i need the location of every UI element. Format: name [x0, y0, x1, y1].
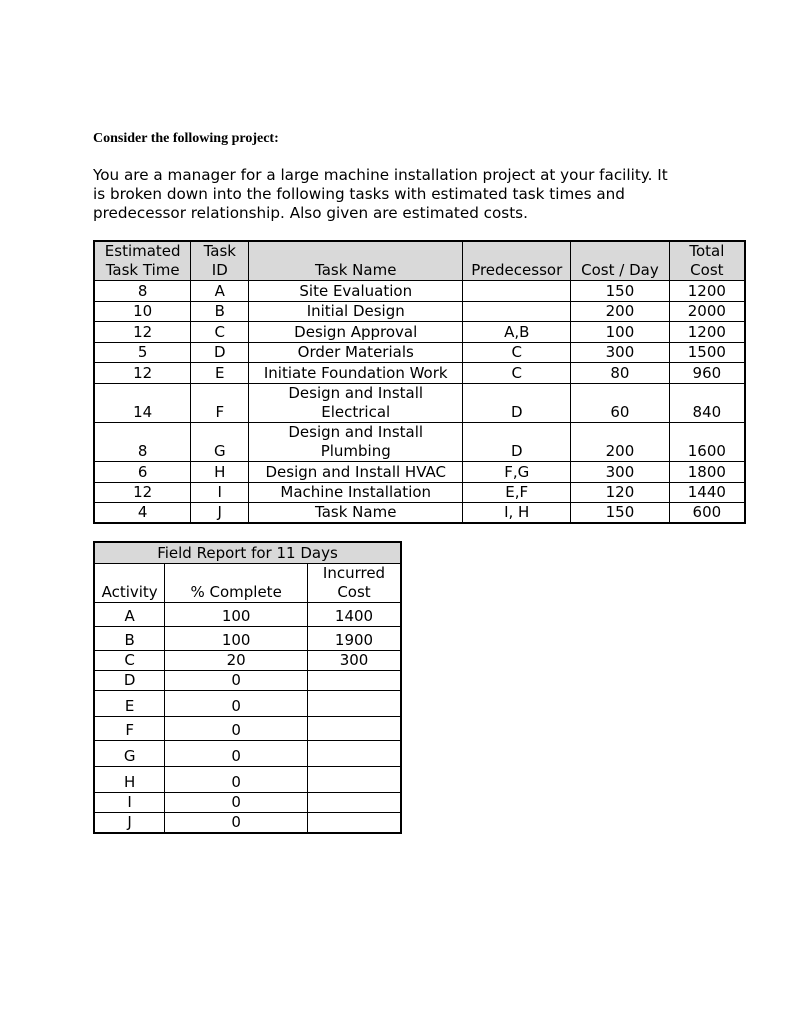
percent-complete-cell: 0	[165, 691, 308, 717]
predecessor-cell: D	[463, 422, 571, 461]
field-report-row	[94, 603, 401, 627]
total-cost-cell: 600	[669, 503, 745, 524]
task-id-cell: C	[191, 322, 249, 343]
cost-per-day-cell: 200	[571, 422, 670, 461]
task-row	[94, 503, 745, 524]
predecessor-cell: C	[463, 363, 571, 384]
task-row	[94, 342, 745, 363]
task-id-cell: A	[191, 281, 249, 302]
cost-per-day-cell: 100	[571, 322, 670, 343]
task-time-cell: 8	[94, 281, 191, 302]
percent-complete-cell: 0	[165, 767, 308, 793]
cost-per-day-cell: 120	[571, 482, 670, 503]
task-name-cell	[249, 461, 463, 482]
total-cost-cell: 1200	[669, 281, 745, 302]
task-name-cell	[249, 363, 463, 384]
activity-cell: D	[94, 671, 165, 691]
percent-complete-cell: 0	[165, 793, 308, 813]
task-id-cell: G	[191, 422, 249, 461]
predecessor-cell: C	[463, 342, 571, 363]
task-name-cell	[249, 342, 463, 363]
task-time-cell: 12	[94, 363, 191, 384]
task-name-line: Design Approval	[294, 322, 418, 341]
task-id-cell: E	[191, 363, 249, 384]
task-row	[94, 461, 745, 482]
task-name-line: Design and Install	[288, 422, 424, 441]
total-cost-cell: 1800	[669, 461, 745, 482]
task-name-line: Plumbing	[320, 441, 391, 460]
header-incurred-cost: Incurred Cost	[308, 564, 401, 603]
field-report-row	[94, 671, 401, 691]
cost-per-day-cell: 150	[571, 281, 670, 302]
task-time-cell: 5	[94, 342, 191, 363]
cost-per-day-cell: 300	[571, 461, 670, 482]
header-task-name: Task Name	[249, 241, 463, 281]
task-row	[94, 422, 745, 461]
activity-cell: J	[94, 813, 165, 834]
cost-per-day-cell: 80	[571, 363, 670, 384]
total-cost-cell: 1600	[669, 422, 745, 461]
task-name-cell	[249, 422, 463, 461]
field-report-row	[94, 651, 401, 671]
field-report-table	[93, 541, 402, 834]
task-table	[93, 240, 746, 524]
task-row	[94, 383, 745, 422]
incurred-cost-cell	[308, 813, 401, 834]
activity-cell: F	[94, 717, 165, 741]
task-table-header-row	[94, 241, 745, 281]
intro-paragraph	[93, 166, 733, 223]
task-time-cell: 6	[94, 461, 191, 482]
task-name-line: Site Evaluation	[299, 281, 413, 300]
task-name-line: Electrical	[321, 402, 391, 421]
task-time-cell: 12	[94, 322, 191, 343]
activity-cell: E	[94, 691, 165, 717]
predecessor-cell: E,F	[463, 482, 571, 503]
incurred-cost-cell: 1900	[308, 627, 401, 651]
intro-line: is broken down into the following tasks with estimated task times and	[93, 185, 625, 203]
total-cost-cell: 1200	[669, 322, 745, 343]
task-name-cell	[249, 322, 463, 343]
predecessor-cell: F,G	[463, 461, 571, 482]
task-name-line: Design and Install	[288, 383, 424, 402]
task-time-cell: 8	[94, 422, 191, 461]
task-time-cell: 12	[94, 482, 191, 503]
incurred-cost-cell	[308, 717, 401, 741]
predecessor-cell: A,B	[463, 322, 571, 343]
predecessor-cell: I, H	[463, 503, 571, 524]
intro-line: You are a manager for a large machine installation project at your facility. It	[93, 166, 668, 184]
field-report-title: Field Report for 11 Days	[94, 542, 401, 564]
task-name-cell	[249, 482, 463, 503]
field-report-row	[94, 767, 401, 793]
field-report-row	[94, 793, 401, 813]
predecessor-cell: D	[463, 383, 571, 422]
total-cost-cell: 2000	[669, 301, 745, 322]
header-cost-per-day: Cost / Day	[571, 241, 670, 281]
percent-complete-cell: 0	[165, 741, 308, 767]
task-id-cell: F	[191, 383, 249, 422]
header-total-cost: Total Cost	[669, 241, 745, 281]
task-name-line: Design and Install HVAC	[265, 462, 446, 481]
header-percent-complete: % Complete	[165, 564, 308, 603]
activity-cell: C	[94, 651, 165, 671]
predecessor-cell	[463, 301, 571, 322]
percent-complete-cell: 0	[165, 671, 308, 691]
incurred-cost-cell: 300	[308, 651, 401, 671]
activity-cell: H	[94, 767, 165, 793]
task-row	[94, 301, 745, 322]
header-predecessor: Predecessor	[463, 241, 571, 281]
cost-per-day-cell: 200	[571, 301, 670, 322]
task-name-line: Initial Design	[306, 302, 405, 321]
activity-cell: A	[94, 603, 165, 627]
field-report-title-row	[94, 542, 401, 564]
task-time-cell: 14	[94, 383, 191, 422]
percent-complete-cell: 20	[165, 651, 308, 671]
task-id-cell: I	[191, 482, 249, 503]
percent-complete-cell: 100	[165, 627, 308, 651]
header-estimated-task-time: Estimated Task Time	[94, 241, 191, 281]
task-name-cell	[249, 301, 463, 322]
predecessor-cell	[463, 281, 571, 302]
page-heading: Consider the following project:	[93, 131, 279, 146]
task-id-cell: D	[191, 342, 249, 363]
task-row	[94, 482, 745, 503]
field-report-row	[94, 741, 401, 767]
field-report-row	[94, 813, 401, 834]
task-name-line: Order Materials	[297, 343, 414, 362]
activity-cell: I	[94, 793, 165, 813]
field-report-row	[94, 717, 401, 741]
incurred-cost-cell	[308, 793, 401, 813]
cost-per-day-cell: 300	[571, 342, 670, 363]
task-name-line: Initiate Foundation Work	[263, 363, 448, 382]
percent-complete-cell: 0	[165, 813, 308, 834]
task-name-line: Machine Installation	[280, 483, 432, 502]
task-id-cell: B	[191, 301, 249, 322]
task-name-line: Task Name	[315, 503, 397, 522]
intro-line: predecessor relationship. Also given are estimated costs.	[93, 204, 528, 222]
cost-per-day-cell: 60	[571, 383, 670, 422]
incurred-cost-cell	[308, 691, 401, 717]
percent-complete-cell: 100	[165, 603, 308, 627]
activity-cell: G	[94, 741, 165, 767]
incurred-cost-cell: 1400	[308, 603, 401, 627]
task-id-cell: J	[191, 503, 249, 524]
total-cost-cell: 1500	[669, 342, 745, 363]
task-time-cell: 4	[94, 503, 191, 524]
total-cost-cell: 1440	[669, 482, 745, 503]
incurred-cost-cell	[308, 767, 401, 793]
task-id-cell: H	[191, 461, 249, 482]
task-time-cell: 10	[94, 301, 191, 322]
task-name-cell	[249, 383, 463, 422]
total-cost-cell: 840	[669, 383, 745, 422]
header-task-id: Task ID	[191, 241, 249, 281]
header-activity: Activity	[94, 564, 165, 603]
field-report-row	[94, 691, 401, 717]
incurred-cost-cell	[308, 671, 401, 691]
incurred-cost-cell	[308, 741, 401, 767]
activity-cell: B	[94, 627, 165, 651]
task-name-cell	[249, 503, 463, 524]
percent-complete-cell: 0	[165, 717, 308, 741]
task-row	[94, 363, 745, 384]
total-cost-cell: 960	[669, 363, 745, 384]
cost-per-day-cell: 150	[571, 503, 670, 524]
task-row	[94, 322, 745, 343]
field-report-header-row	[94, 564, 401, 603]
task-name-cell	[249, 281, 463, 302]
task-row	[94, 281, 745, 302]
field-report-row	[94, 627, 401, 651]
